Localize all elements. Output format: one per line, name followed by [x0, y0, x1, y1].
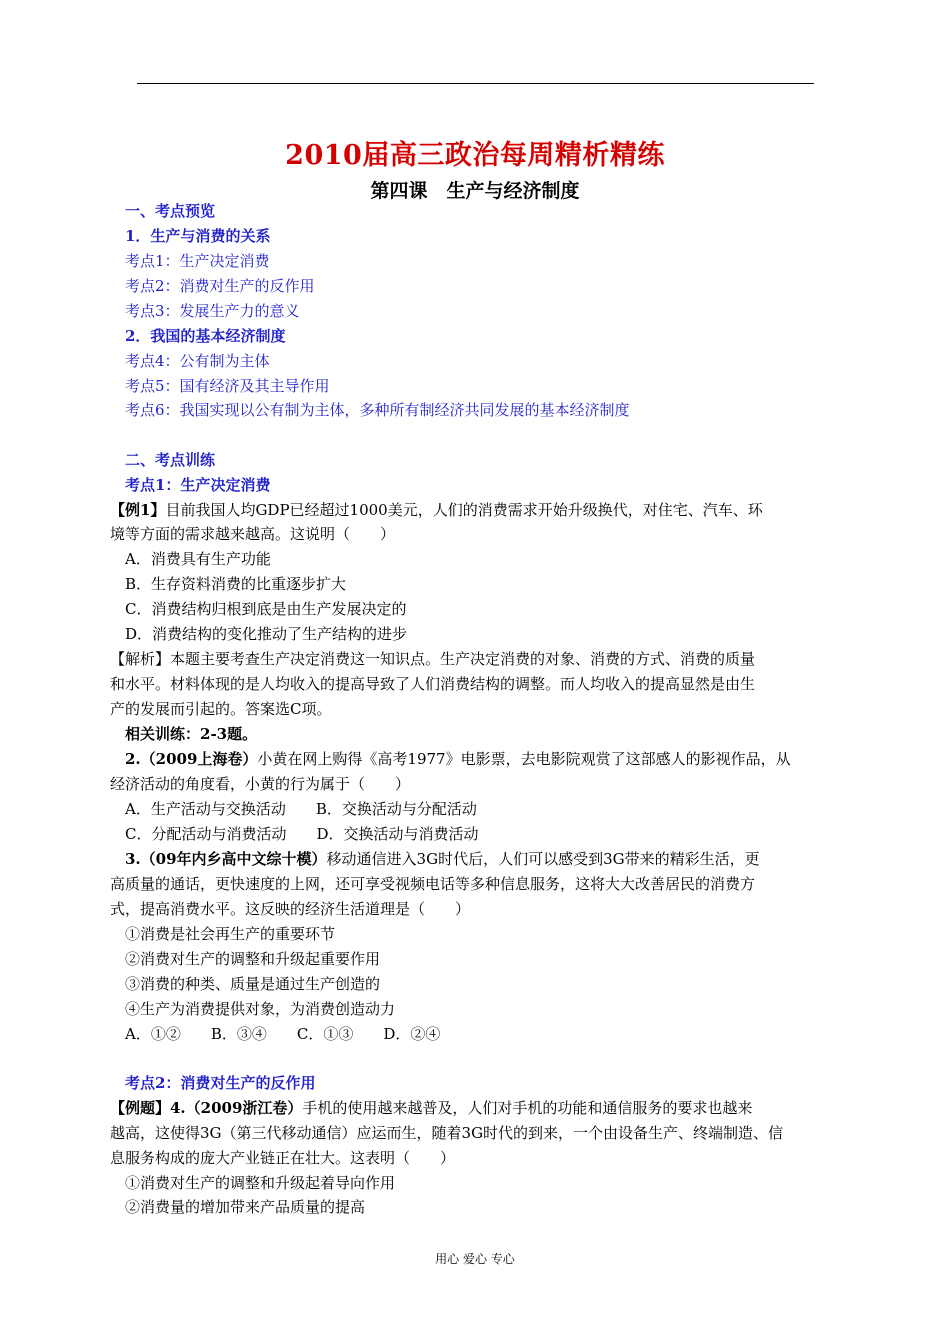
example-1-option-c: C．消费结构归根到底是由生产发展决定的 — [125, 600, 407, 618]
preview-point-2: 考点2：消费对生产的反作用 — [125, 277, 315, 295]
section-preview-heading: 一、考点预览 — [125, 202, 216, 220]
example-1-option-a: A．消费具有生产功能 — [125, 550, 271, 568]
preview-point-1: 考点1：生产决定消费 — [125, 252, 270, 270]
preview-subsection-2: 2．我国的基本经济制度 — [125, 327, 286, 345]
document-title: 2010届高三政治每周精析精练 — [285, 140, 665, 171]
question-2-line-2: 经济活动的角度看，小黄的行为属于（ ） — [110, 775, 411, 793]
question-2-number: 2.（2009上海卷） — [125, 750, 258, 768]
preview-point-4: 考点4：公有制为主体 — [125, 352, 270, 370]
question-4-line-1 — [110, 1098, 752, 1118]
question-4-tag: 【例题】4.（2009浙江卷） — [110, 1099, 303, 1117]
example-1-analysis-3: 产的发展而引起的。答案选C项。 — [110, 700, 332, 718]
section-training-heading: 二、考点训练 — [125, 451, 216, 469]
question-3-number: 3.（09年内乡高中文综十模） — [125, 850, 327, 868]
related-training-note: 相关训练：2-3题。 — [125, 725, 258, 743]
question-3-options: A．①② B．③④ C．①③ D．②④ — [125, 1025, 441, 1043]
question-4-item-1: ①消费对生产的调整和升级起着导向作用 — [125, 1174, 396, 1192]
question-2-options-cd: C．分配活动与消费活动 D．交换活动与消费活动 — [125, 825, 479, 843]
example-1-line-2: 境等方面的需求越来越高。这说明（ ） — [110, 525, 396, 543]
example-1-line-1 — [110, 500, 763, 520]
question-3-line-3: 式，提高消费水平。这反映的经济生活道理是（ ） — [110, 900, 471, 918]
preview-point-5: 考点5：国有经济及其主导作用 — [125, 377, 330, 395]
preview-subsection-1: 1．生产与消费的关系 — [125, 227, 271, 245]
question-3-item-4: ④生产为消费提供对象，为消费创造动力 — [125, 1000, 396, 1018]
example-1-analysis-2: 和水平。材料体现的是人均收入的提高导致了人们消费结构的调整。而人均收入的提高显然是由生 — [110, 675, 756, 693]
question-3-item-1: ①消费是社会再生产的重要环节 — [125, 925, 336, 943]
question-3-item-3: ③消费的种类、质量是通过生产创造的 — [125, 975, 381, 993]
question-4-item-2: ②消费量的增加带来产品质量的提高 — [125, 1198, 366, 1216]
training-point-1-heading: 考点1：生产决定消费 — [125, 476, 271, 494]
example-1-option-d: D．消费结构的变化推动了生产结构的进步 — [125, 625, 408, 643]
question-2-options-ab: A．生产活动与交换活动 B．交换活动与分配活动 — [125, 800, 477, 818]
question-3-text: 移动通信进入3G时代后，人们可以感受到3G带来的精彩生活，更 — [326, 850, 760, 868]
page-footer: 用心 爱心 专心 — [435, 1252, 515, 1266]
header-rule — [137, 83, 814, 84]
example-1-text: 目前我国人均GDP已经超过1000美元，人们的消费需求开始升级换代，对住宅、汽车、环 — [165, 501, 763, 519]
training-point-2-heading: 考点2：消费对生产的反作用 — [125, 1074, 316, 1092]
question-2-text: 小黄在网上购得《高考1977》电影票，去电影院观赏了这部感人的影视作品，从 — [257, 750, 791, 768]
question-4-line-2: 越高，这使得3G（第三代移动通信）应运而生，随着3G时代的到来，一个由设备生产、终端制造、信 — [110, 1124, 784, 1142]
question-4-text: 手机的使用越来越普及，人们对手机的功能和通信服务的要求也越来 — [302, 1099, 753, 1117]
preview-point-3: 考点3：发展生产力的意义 — [125, 302, 300, 320]
question-4-line-3: 息服务构成的庞大产业链正在壮大。这表明（ ） — [110, 1149, 456, 1167]
question-3-line-2: 高质量的通话，更快速度的上网，还可享受视频电话等多种信息服务，这将大大改善居民的消费方 — [110, 875, 756, 893]
example-1-tag: 【例1】 — [110, 501, 166, 519]
question-3-item-2: ②消费对生产的调整和升级起重要作用 — [125, 950, 381, 968]
question-3-line-1 — [125, 849, 760, 869]
preview-point-6: 考点6：我国实现以公有制为主体，多种所有制经济共同发展的基本经济制度 — [125, 401, 630, 419]
lesson-subtitle: 第四课 生产与经济制度 — [370, 180, 580, 202]
example-1-option-b: B．生存资料消费的比重逐步扩大 — [125, 575, 347, 593]
question-2-line-1 — [125, 749, 791, 769]
example-1-analysis-1: 【解析】本题主要考查生产决定消费这一知识点。生产决定消费的对象、消费的方式、消费的质量 — [110, 650, 756, 668]
